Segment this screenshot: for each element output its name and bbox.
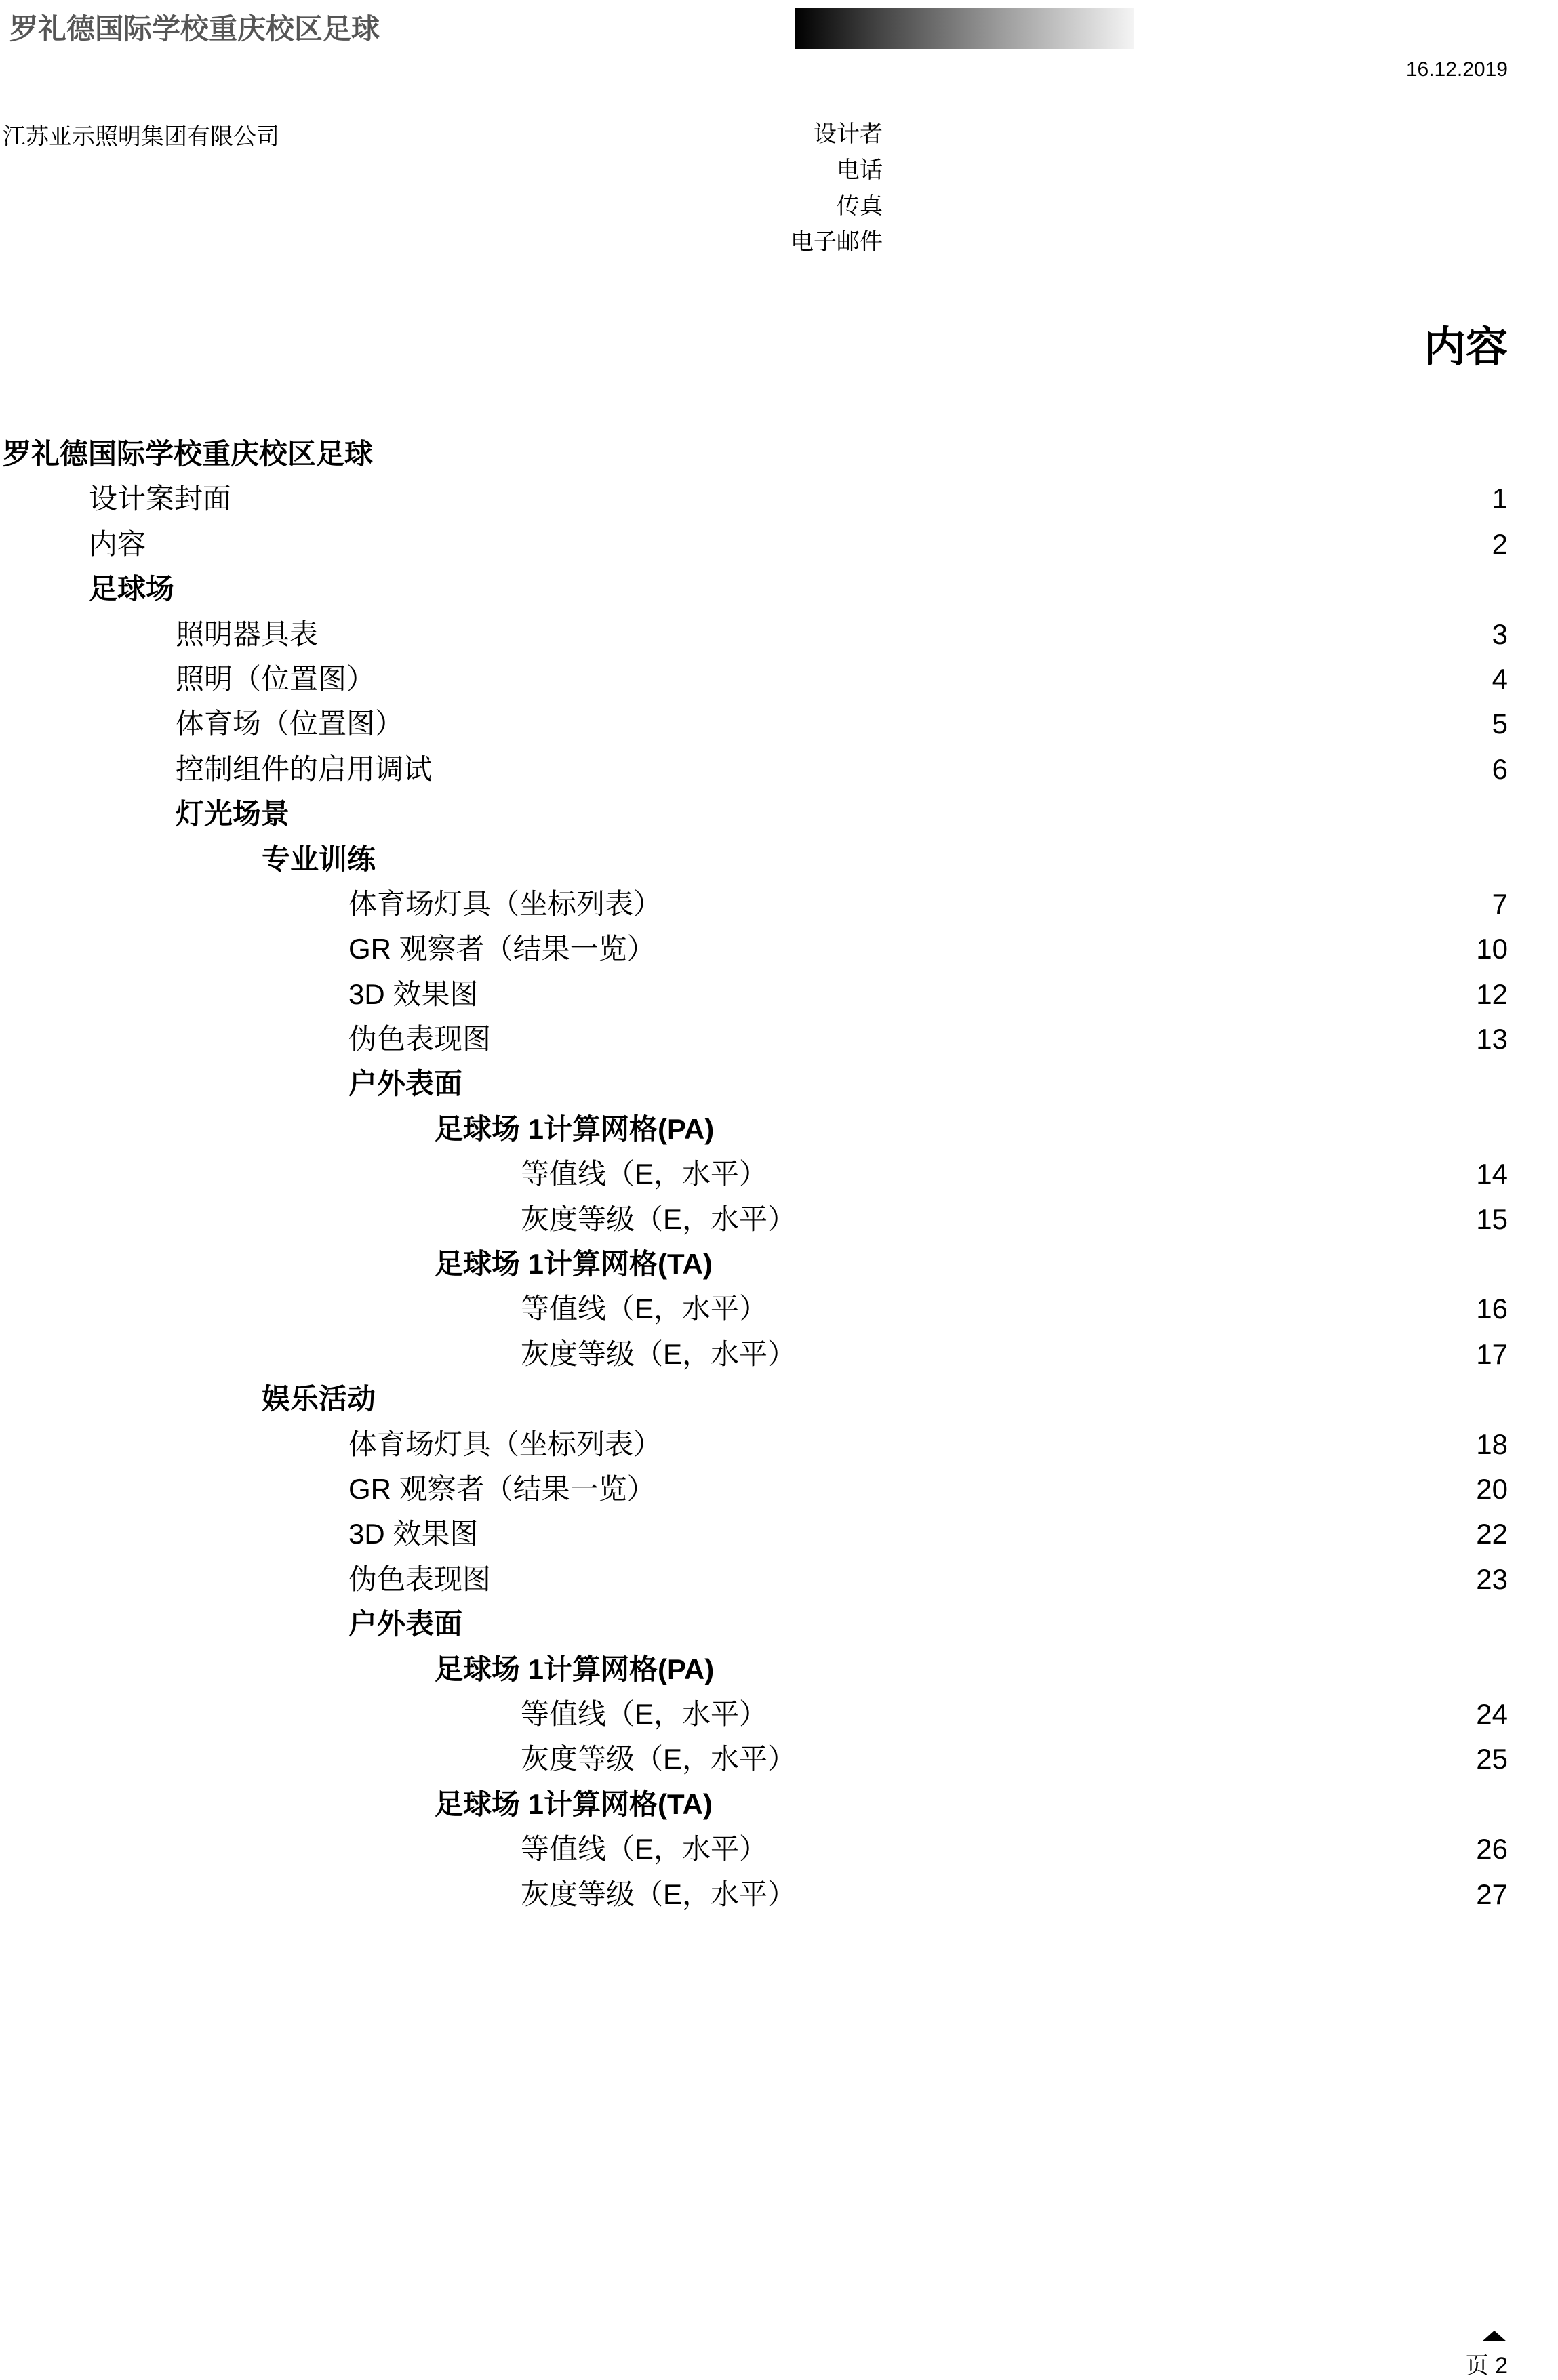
toc-row[interactable] xyxy=(0,837,1558,882)
toc-row[interactable] xyxy=(0,1872,1558,1917)
table-of-contents xyxy=(0,432,1558,1917)
toc-row[interactable] xyxy=(0,702,1558,746)
toc-row[interactable] xyxy=(0,1737,1558,1781)
toc-entry-label: 照明器具表 xyxy=(176,618,319,650)
toc-row[interactable] xyxy=(0,882,1558,927)
toc-row[interactable] xyxy=(0,1557,1558,1602)
toc-row[interactable] xyxy=(0,522,1558,567)
toc-entry-label: 体育场（位置图） xyxy=(176,708,404,740)
toc-row[interactable] xyxy=(0,657,1558,702)
toc-row[interactable] xyxy=(0,1782,1558,1827)
toc-entry-label: 内容 xyxy=(89,527,146,560)
toc-entry-label: 等值线（E，水平） xyxy=(521,1293,768,1325)
toc-row[interactable] xyxy=(0,927,1558,971)
toc-entry-label: 设计案封面 xyxy=(89,483,232,515)
toc-entry-label: 灰度等级（E，水平） xyxy=(521,1203,797,1235)
toc-entry-page: 15 xyxy=(1476,1203,1508,1235)
toc-row[interactable] xyxy=(0,1602,1558,1647)
toc-entry-label: 3D 效果图 xyxy=(348,1518,479,1550)
company-name: 江苏亚示照明集团有限公司 xyxy=(3,124,279,150)
toc-entry-page: 13 xyxy=(1476,1023,1508,1055)
toc-entry-page: 24 xyxy=(1476,1697,1508,1730)
toc-entry-label: 专业训练 xyxy=(262,843,376,875)
contact-label-phone: 电话 xyxy=(837,157,883,183)
toc-row[interactable] xyxy=(0,1287,1558,1331)
toc-row[interactable] xyxy=(0,1062,1558,1106)
toc-entry-page: 25 xyxy=(1476,1743,1508,1775)
toc-entry-label: 3D 效果图 xyxy=(348,977,479,1010)
toc-row[interactable] xyxy=(0,1827,1558,1872)
toc-row[interactable] xyxy=(0,1017,1558,1062)
toc-entry-label: 等值线（E，水平） xyxy=(521,1697,768,1730)
toc-row[interactable] xyxy=(0,1422,1558,1467)
document-date: 16.12.2019 xyxy=(1405,58,1508,81)
toc-row[interactable] xyxy=(0,1377,1558,1421)
toc-entry-page: 1 xyxy=(1492,483,1508,515)
contact-label-fax: 传真 xyxy=(837,193,883,219)
toc-entry-page: 14 xyxy=(1476,1158,1508,1190)
toc-entry-label: 灰度等级（E，水平） xyxy=(521,1337,797,1370)
toc-entry-page: 5 xyxy=(1492,708,1508,740)
toc-entry-label: 灯光场景 xyxy=(176,798,290,830)
toc-row[interactable] xyxy=(0,1647,1558,1692)
toc-row[interactable] xyxy=(0,1692,1558,1737)
toc-entry-label: GR 观察者（结果一览） xyxy=(348,933,656,965)
triangle-up-icon xyxy=(1482,2331,1506,2341)
toc-entry-page: 3 xyxy=(1492,618,1508,650)
toc-row[interactable] xyxy=(0,1107,1558,1152)
toc-entry-label: 罗礼德国际学校重庆校区足球 xyxy=(3,438,374,470)
toc-entry-label: 娱乐活动 xyxy=(262,1383,376,1415)
toc-entry-label: 体育场灯具（坐标列表） xyxy=(348,1428,662,1460)
toc-entry-page: 7 xyxy=(1492,887,1508,920)
toc-row[interactable] xyxy=(0,747,1558,792)
toc-entry-label: 等值线（E，水平） xyxy=(521,1158,768,1190)
toc-entry-label: 足球场 1计算网格(PA) xyxy=(435,1112,715,1145)
toc-row[interactable] xyxy=(0,1467,1558,1512)
contact-label-email: 电子邮件 xyxy=(791,229,883,255)
toc-entry-page: 10 xyxy=(1476,933,1508,965)
toc-row[interactable] xyxy=(0,972,1558,1017)
toc-entry-page: 18 xyxy=(1476,1428,1508,1460)
contact-labels xyxy=(791,117,883,260)
document-title: 罗礼德国际学校重庆校区足球 xyxy=(9,13,380,45)
toc-entry-label: 等值线（E，水平） xyxy=(521,1833,768,1865)
toc-entry-label: 户外表面 xyxy=(348,1068,463,1100)
toc-entry-label: 伪色表现图 xyxy=(348,1562,492,1595)
toc-entry-label: 体育场灯具（坐标列表） xyxy=(348,887,662,920)
toc-entry-page: 23 xyxy=(1476,1562,1508,1595)
toc-row[interactable] xyxy=(0,1332,1558,1377)
toc-row[interactable] xyxy=(0,1152,1558,1196)
toc-entry-page: 17 xyxy=(1476,1337,1508,1370)
toc-entry-label: 户外表面 xyxy=(348,1608,463,1640)
toc-entry-label: 足球场 1计算网格(PA) xyxy=(435,1653,715,1685)
toc-row[interactable] xyxy=(0,1197,1558,1242)
toc-row[interactable] xyxy=(0,792,1558,836)
toc-row[interactable] xyxy=(0,1242,1558,1287)
toc-row[interactable] xyxy=(0,477,1558,521)
toc-entry-label: 足球场 xyxy=(89,573,175,605)
header-gradient-bar xyxy=(795,8,1134,49)
toc-entry-page: 20 xyxy=(1476,1472,1508,1505)
toc-entry-label: 照明（位置图） xyxy=(176,662,376,695)
toc-entry-label: GR 观察者（结果一览） xyxy=(348,1472,656,1505)
toc-entry-label: 足球场 1计算网格(TA) xyxy=(435,1788,713,1820)
toc-entry-page: 12 xyxy=(1476,977,1508,1010)
toc-row[interactable] xyxy=(0,567,1558,611)
toc-entry-label: 灰度等级（E，水平） xyxy=(521,1743,797,1775)
toc-row[interactable] xyxy=(0,1512,1558,1556)
toc-entry-label: 足球场 1计算网格(TA) xyxy=(435,1248,713,1280)
toc-entry-page: 26 xyxy=(1476,1833,1508,1865)
toc-entry-label: 控制组件的启用调试 xyxy=(176,752,433,785)
toc-entry-page: 27 xyxy=(1476,1878,1508,1910)
toc-entry-page: 2 xyxy=(1492,527,1508,560)
toc-entry-label: 灰度等级（E，水平） xyxy=(521,1878,797,1910)
toc-entry-label: 伪色表现图 xyxy=(348,1023,492,1055)
toc-row[interactable] xyxy=(0,612,1558,657)
toc-row[interactable] xyxy=(0,432,1558,477)
toc-entry-page: 22 xyxy=(1476,1518,1508,1550)
section-heading: 内容 xyxy=(1423,324,1508,371)
toc-entry-page: 16 xyxy=(1476,1293,1508,1325)
toc-entry-page: 4 xyxy=(1492,662,1508,695)
toc-entry-page: 6 xyxy=(1492,752,1508,785)
contact-label-designer: 设计者 xyxy=(814,121,883,147)
footer-page-number: 页 2 xyxy=(1465,2353,1508,2379)
